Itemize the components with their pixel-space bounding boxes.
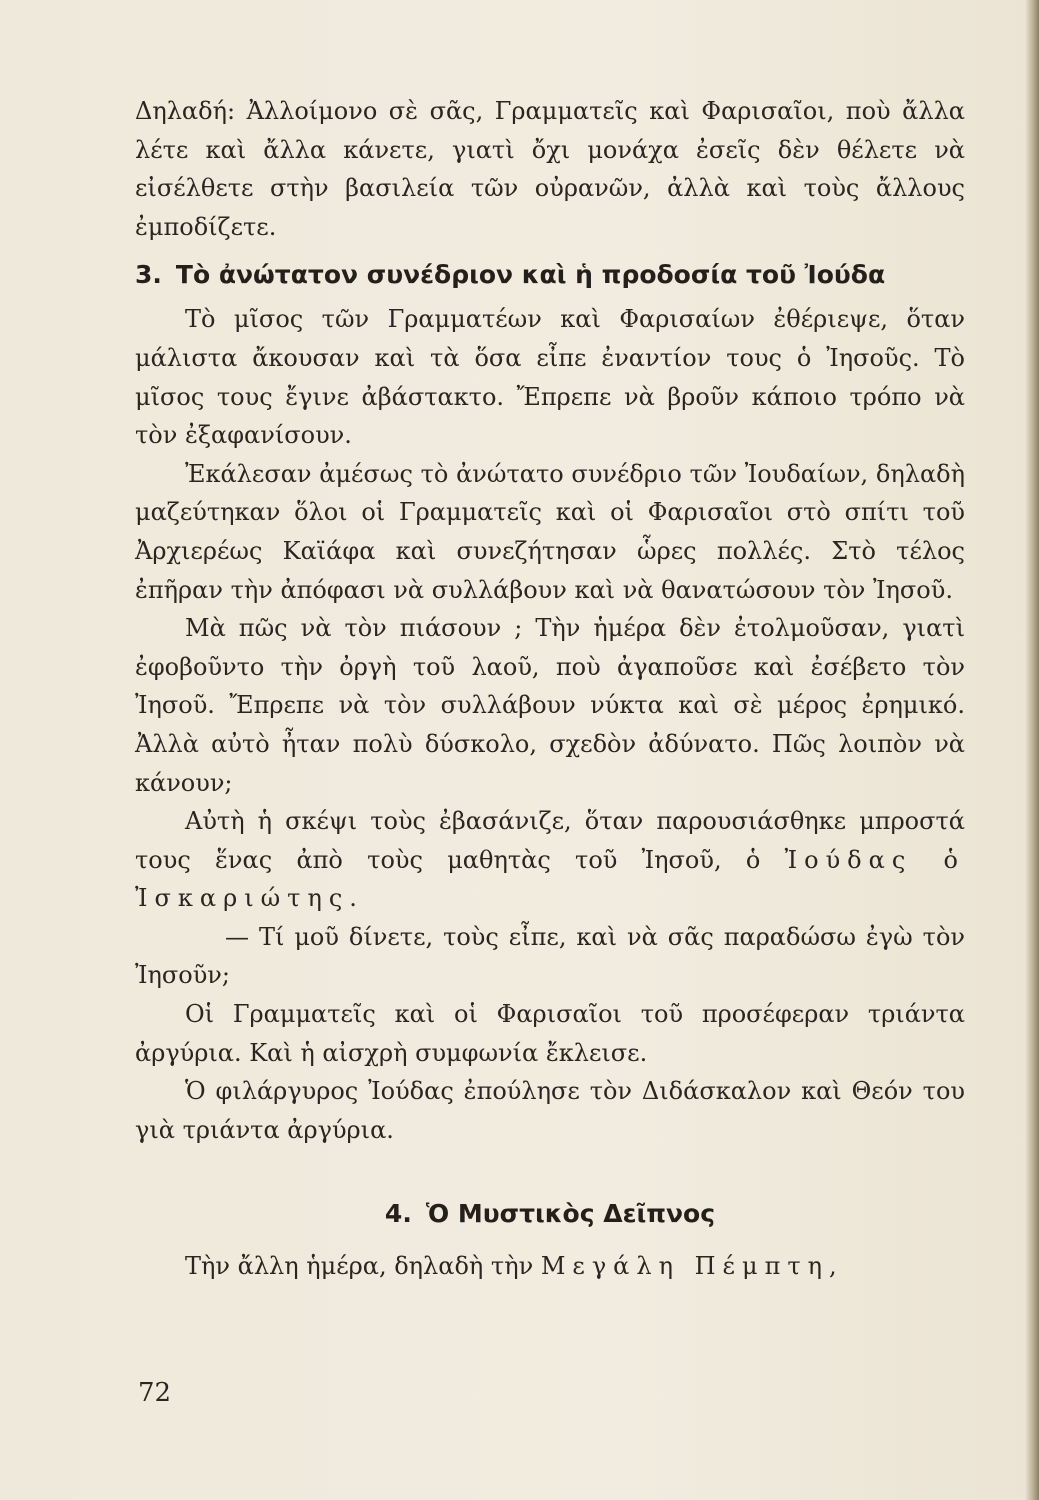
paragraph-6-dialog: — Τί μοῦ δίνετε, τοὺς εἶπε, καὶ νὰ σᾶς παραδώσω ἐγὼ τὸν Ἰησοῦν; [135, 922, 965, 990]
paragraph-9-text: Τὴν ἄλλη ἡμέρα, δηλαδὴ τὴν [185, 1252, 534, 1281]
paragraph-1: Δηλαδή: Ἀλλοίμονο σὲ σᾶς, Γραμματεῖς καὶ Φαρισαῖοι, ποὺ ἄλλα λέτε καὶ ἄλλα κάνετε, γιατὶ ὄχι μονάχα ἐσεῖς δὲν θέλετε νὰ εἰσέλθετε στὴν βασιλεία τῶν οὐρανῶν, ἀλλὰ καὶ τοὺς ἄλλους ἐμποδίζετε. [135, 97, 965, 241]
section-3-heading [135, 256, 965, 294]
page-number: 72 [138, 1378, 172, 1408]
page-text [135, 92, 965, 1286]
section-4-title: Ὁ Μυστικὸς Δεῖπνος [425, 1199, 716, 1229]
paragraph-9 [135, 1247, 965, 1286]
paragraph-7: Οἱ Γραμματεῖς καὶ οἱ Φαρισαῖοι τοῦ προσέφεραν τριάντα ἀργύρια. Καὶ ἡ αἰσχρὴ συμφωνία ἔκλεισε. [135, 1000, 965, 1067]
paragraph-2: Τὸ μῖσος τῶν Γραμματέων καὶ Φαρισαίων ἐθέριεψε, ὅταν μάλιστα ἄκουσαν καὶ τὰ ὅσα εἶπε ἐναντίον τους ὁ Ἰησοῦς. Τὸ μῖσος τους ἔγινε ἀβάστακτο. Ἔπρεπε νὰ βροῦν κάποιο τρόπο νὰ τὸν ἐξαφανίσουν. [135, 305, 965, 450]
section-4-heading [135, 1195, 965, 1233]
holy-thursday: Μεγάλη Πέμπτη, [540, 1252, 844, 1281]
page-edge-shadow [1025, 0, 1039, 1500]
section-3-title: Τὸ ἀνώτατον συνέδριον καὶ ἡ προδοσία τοῦ Ἰούδα [175, 260, 886, 290]
paragraph-5 [135, 802, 965, 918]
judas-name: Ἰούδας ὁ Ἰσκαριώτης. [135, 845, 965, 913]
paragraph-4: Μὰ πῶς νὰ τὸν πιάσουν ; Τὴν ἡμέρα δὲν ἐτολμοῦσαν, γιατὶ ἐφοβοῦντο τὴν ὀργὴ τοῦ λαοῦ, ποὺ ἀγαποῦσε καὶ ἐσέβετο τὸν Ἰησοῦ. Ἔπρεπε νὰ τὸν συλλάβουν νύκτα καὶ σὲ μέρος ἐρημικό. Ἀλλὰ αὐτὸ ἦταν πολὺ δύσκολο, σχεδὸν ἀδύνατο. Πῶς λοιπὸν νὰ κάνουν; [135, 614, 965, 797]
section-3-number: 3. [135, 260, 162, 290]
paragraph-3: Ἐκάλεσαν ἀμέσως τὸ ἀνώτατο συνέδριο τῶν Ἰουδαίων, δηλαδὴ μαζεύτηκαν ὅλοι οἱ Γραμματεῖς καὶ οἱ Φαρισαῖοι στὸ σπίτι τοῦ Ἀρχιερέως Καϊάφα καὶ συνεζήτησαν ὧρες πολλές. Στὸ τέλος ἐπῆραν τὴν ἀπόφασι νὰ συλλάβουν καὶ νὰ θανατώσουν τὸν Ἰησοῦ. [135, 459, 965, 604]
paragraph-5-text: Αὐτὴ ἡ σκέψι τοὺς ἐβασάνιζε, ὅταν παρουσιάσθηκε μπροστά τους ἕνας ἀπὸ τοὺς μαθητὰς τοῦ Ἰησοῦ, ὁ [135, 807, 965, 874]
section-4-number: 4. [384, 1199, 412, 1229]
paragraph-8: Ὁ φιλάργυρος Ἰούδας ἐπούλησε τὸν Διδάσκαλον καὶ Θεόν του γιὰ τριάντα ἀργύρια. [135, 1077, 965, 1144]
